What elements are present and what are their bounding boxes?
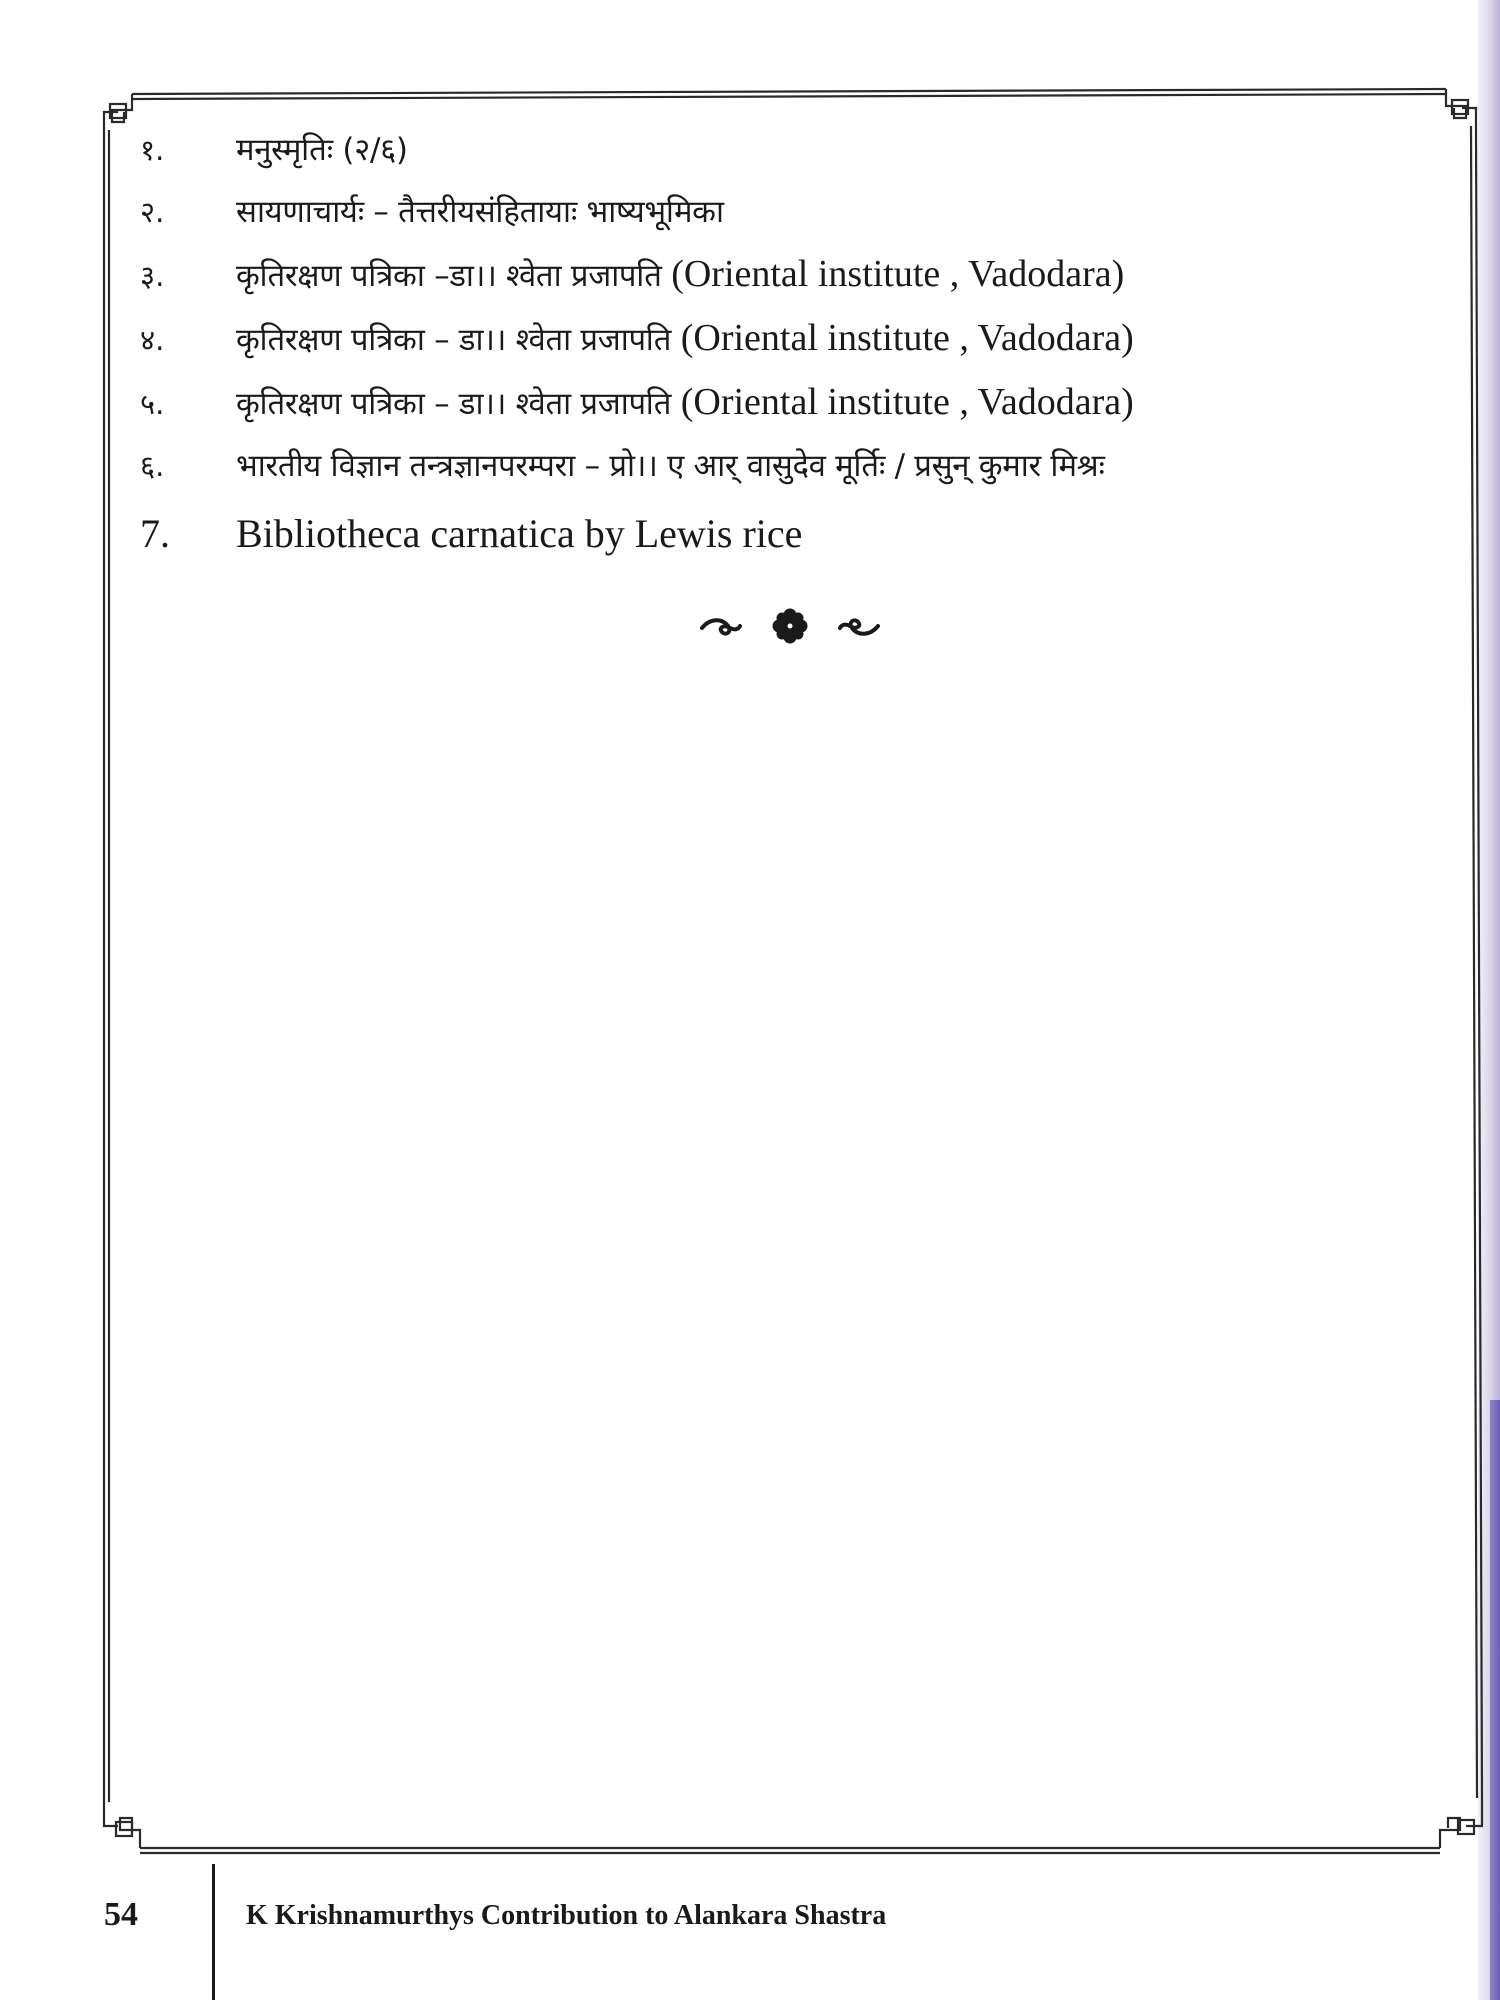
running-footer-title: K Krishnamurthys Contribution to Alankara Shastra: [246, 1900, 887, 1931]
reference-number: ५.: [140, 387, 165, 421]
reference-text: [236, 252, 1124, 296]
flourish-ornament-icon: [700, 604, 880, 648]
reference-number: ६.: [140, 449, 165, 483]
reference-number: ३.: [140, 259, 165, 293]
reference-text: [236, 380, 1134, 424]
page-number: 54: [104, 1896, 138, 1933]
reference-list: [140, 128, 1280, 557]
footer-divider: [212, 1864, 215, 2000]
reference-item: [140, 252, 1280, 316]
reference-text-devanagari: भारतीय विज्ञान तन्त्रज्ञानपरम्परा – प्रो।। ए आर् वासुदेव मूर्तिः / प्रसुन् कुमार मिश्रः: [236, 448, 1105, 484]
reference-number: ४.: [140, 323, 165, 357]
reference-item: [140, 190, 1280, 252]
reference-item: [140, 510, 1280, 557]
reference-text-devanagari: कृतिरक्षण पत्रिका – डा।। श्वेता प्रजापति: [236, 386, 681, 422]
reference-text: [236, 128, 408, 170]
reference-text: [236, 444, 1105, 486]
reference-number: १.: [140, 133, 165, 167]
reference-item: [140, 444, 1280, 510]
reference-institution: (Oriental institute , Vadodara): [680, 317, 1134, 359]
reference-item: [140, 316, 1280, 380]
reference-institution: (Oriental institute , Vadodara): [671, 253, 1125, 295]
reference-text-devanagari: कृतिरक्षण पत्रिका –डा।। श्वेता प्रजापति: [236, 258, 672, 294]
reference-text-devanagari: कृतिरक्षण पत्रिका – डा।। श्वेता प्रजापति: [236, 322, 681, 358]
reference-number: 7.: [140, 511, 170, 556]
reference-text-devanagari: सायणाचार्यः – तैत्तरीयसंहितायाः भाष्यभूमिका: [236, 194, 724, 230]
reference-text: Bibliotheca carnatica by Lewis rice: [236, 511, 803, 556]
reference-item: [140, 380, 1280, 444]
reference-institution: (Oriental institute , Vadodara): [680, 381, 1134, 423]
reference-text-devanagari: मनुस्मृतिः (२/६): [236, 132, 408, 168]
reference-number: २.: [140, 195, 165, 229]
reference-item: [140, 128, 1280, 190]
reference-text: [236, 190, 724, 232]
reference-text: [236, 316, 1134, 360]
